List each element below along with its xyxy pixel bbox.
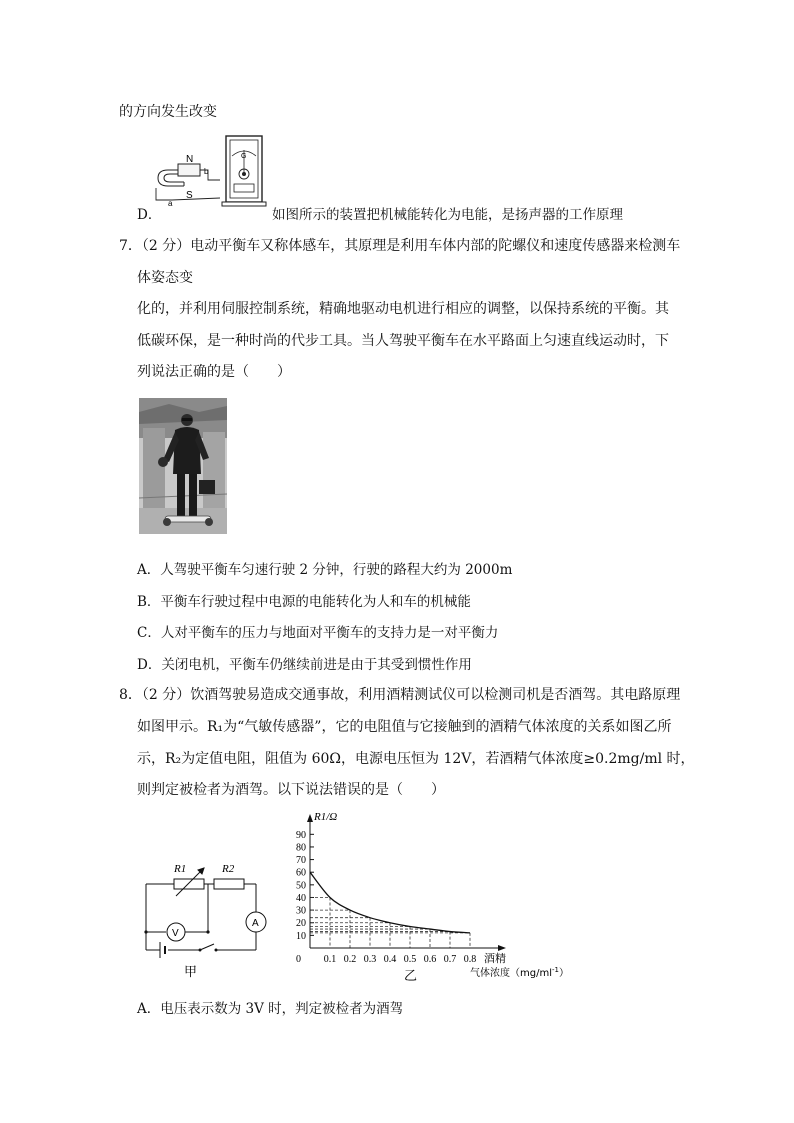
- x-tick-label: 0.5: [403, 954, 417, 965]
- pole-n-label: N: [186, 154, 194, 165]
- y-tick-label: 30: [296, 905, 306, 917]
- circuit-diagram: [138, 856, 268, 982]
- x-axis-label-line-1: 酒精: [484, 952, 506, 965]
- q6-option-d-text: 如图所示的装置把机械能转化为电能，是扬声器的工作原理: [272, 207, 623, 223]
- q8-stem-line-4: 则判定被检者为酒驾。以下说法错误的是（ ）: [137, 782, 445, 798]
- q7-stem-line-4: 低碳环保，是一种时尚的代步工具。当人驾驶平衡车在水平路面上匀速直线运动时，下: [137, 333, 669, 349]
- y-tick-label: 10: [296, 930, 306, 942]
- q8-stem-line-1: 8．（2 分）饮酒驾驶易造成交通事故，利用酒精测试仪可以检测司机是否酒驾。其电路原理: [119, 687, 681, 703]
- x-tick-label: 0.8: [463, 954, 477, 965]
- x-tick-label: 0.3: [363, 954, 377, 965]
- y-axis-label: R1/Ω: [314, 811, 338, 823]
- terminal-b-label: b: [204, 167, 209, 176]
- generator-figure: [148, 134, 270, 216]
- origin-label: 0: [296, 954, 301, 965]
- q7-option-d: D．关闭电机，平衡车仍继续前进是由于其受到惯性作用: [137, 657, 472, 673]
- circuit-caption: 甲: [184, 965, 198, 980]
- r1-resistor: [174, 879, 204, 889]
- q7-option-c: C．人对平衡车的压力与地面对平衡车的支持力是一对平衡力: [137, 625, 499, 641]
- q7-stem-line-1: 7．（2 分）电动平衡车又称体感车，其原理是利用车体内部的陀螺仪和速度传感器来检测车: [119, 238, 681, 254]
- x-axis-arrow: [498, 945, 506, 951]
- voltmeter-v-label: V: [172, 928, 179, 939]
- q7-option-b: B．平衡车行驶过程中电源的电能转化为人和车的机械能: [137, 594, 471, 610]
- coil-block: [178, 164, 200, 176]
- ammeter-a-label: A: [252, 918, 259, 929]
- r2-label: R2: [222, 863, 235, 875]
- q8-stem-line-2: 如图甲示。R₁为“气敏传感器”，它的电阻值与它接触到的酒精气体浓度的关系如图乙所: [137, 719, 672, 735]
- x-axis-label-end: ）: [558, 968, 569, 979]
- x-tick-label: 0.7: [443, 954, 457, 965]
- y-tick-label: 70: [296, 855, 306, 867]
- x-tick-label: 0.1: [323, 954, 337, 965]
- pole-s-label: S: [186, 190, 193, 201]
- switch-blade: [200, 944, 214, 950]
- terminal-a-label: a: [168, 199, 173, 208]
- galvanometer-g-label: G: [241, 153, 247, 160]
- q7-stem-line-3: 化的，并利用伺服控制系统，精确地驱动电机进行相应的调整，以保持系统的平衡。其: [137, 301, 669, 317]
- balance-scooter-photo: [139, 398, 227, 534]
- x-tick-label: 0.2: [343, 954, 357, 965]
- y-tick-label: 50: [296, 880, 306, 892]
- r1-label: R1: [174, 863, 187, 875]
- q8-stem-line-3: 示，R₂为定值电阻，阻值为 60Ω，电源电压恒为 12V，若酒精气体浓度≥0.2mg/ml 时，: [137, 751, 695, 767]
- y-tick-label: 90: [296, 829, 306, 841]
- q6-continuation-text: 的方向发生改变: [119, 104, 217, 120]
- y-tick-label: 20: [296, 918, 306, 930]
- q6-option-d-letter: D．: [137, 207, 162, 223]
- x-axis-label-sup: -1: [551, 966, 559, 974]
- q8-option-a: A．电压表示数为 3V 时，判定被检者为酒驾: [137, 1001, 404, 1017]
- q7-stem-line-2: 体姿态变: [137, 270, 193, 286]
- chart-caption: 乙: [404, 969, 418, 984]
- y-axis-arrow: [307, 814, 313, 822]
- x-tick-label: 0.4: [383, 954, 397, 965]
- y-tick-label: 40: [296, 892, 306, 904]
- x-axis-label-line-2: [470, 966, 569, 979]
- r2-resistor: [214, 879, 244, 889]
- x-axis-label-main: 气体浓度（mg/ml: [470, 968, 552, 979]
- y-tick-label: 60: [296, 867, 306, 879]
- q7-option-a: A．人驾驶平衡车匀速行驶 2 分钟，行驶的路程大约为 2000m: [137, 562, 513, 578]
- concentration-resistance-chart: [286, 808, 586, 988]
- x-tick-label: 0.6: [423, 954, 437, 965]
- q7-stem-line-5: 列说法正确的是（ ）: [137, 364, 291, 380]
- y-tick-label: 80: [296, 842, 306, 854]
